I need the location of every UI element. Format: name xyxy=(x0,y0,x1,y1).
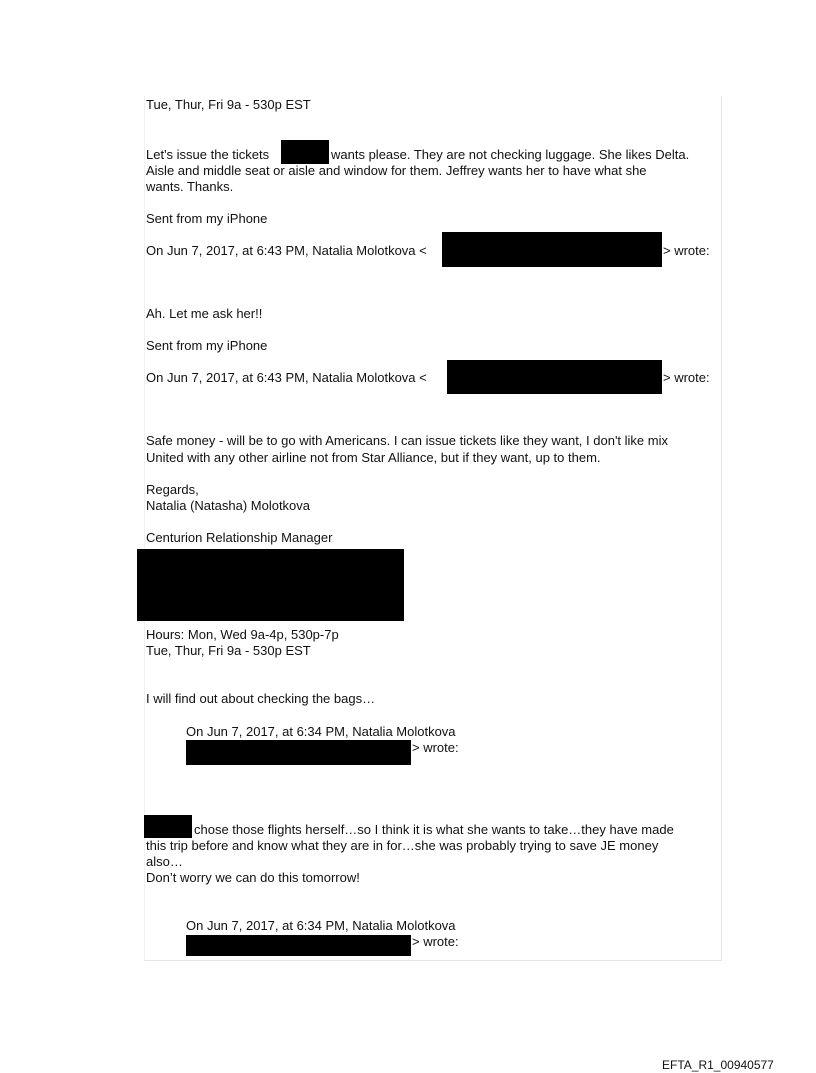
quote-header-2-suffix: > wrote: xyxy=(663,370,710,385)
redaction-block xyxy=(186,740,411,765)
quote-header-4-suffix: > wrote: xyxy=(412,934,459,949)
quote-header-2-prefix: On Jun 7, 2017, at 6:43 PM, Natalia Molotkova < xyxy=(146,370,427,385)
redaction-block xyxy=(186,935,411,956)
quote-header-3-suffix: > wrote: xyxy=(412,740,459,755)
signature-title: Centurion Relationship Manager xyxy=(146,530,333,545)
message-4: I will find out about checking the bags… xyxy=(146,691,376,706)
quote-header-1-prefix: On Jun 7, 2017, at 6:43 PM, Natalia Molotkova < xyxy=(146,243,427,258)
hours-line: Tue, Thur, Fri 9a - 530p EST xyxy=(146,97,311,112)
redaction-block xyxy=(447,360,662,394)
signature-name: Natalia (Natasha) Molotkova xyxy=(146,498,311,513)
message-5-line-3: also… xyxy=(146,854,183,869)
redaction-block xyxy=(144,815,192,838)
message-1-part-b: wants please. They are not checking luggage. She likes Delta. xyxy=(331,147,690,162)
message-3-line-1: Safe money - will be to go with Americans. I can issue tickets like they want, I don't like mix xyxy=(146,433,668,448)
message-5-line-2: this trip before and know what they are in for…she was probably trying to save JE money xyxy=(146,838,659,853)
signature-regards: Regards, xyxy=(146,482,199,497)
document-id: EFTA_R1_00940577 xyxy=(662,1058,774,1072)
redaction-block xyxy=(281,140,329,164)
sent-from-iphone: Sent from my iPhone xyxy=(146,338,268,353)
message-1-line-3: wants. Thanks. xyxy=(146,179,234,194)
message-5-line-1: chose those flights herself…so I think it is what she wants to take…they have made xyxy=(194,822,674,837)
message-1-line-2: Aisle and middle seat or aisle and window for them. Jeffrey wants her to have what she xyxy=(146,163,647,178)
redaction-block xyxy=(442,232,662,267)
signature-hours-1: Hours: Mon, Wed 9a-4p, 530p-7p xyxy=(146,627,339,642)
message-5-line-4: Don’t worry we can do this tomorrow! xyxy=(146,870,360,885)
message-2: Ah. Let me ask her!! xyxy=(146,306,263,321)
signature-hours-2: Tue, Thur, Fri 9a - 530p EST xyxy=(146,643,311,658)
redaction-block xyxy=(137,549,404,621)
message-3-line-2: United with any other airline not from Star Alliance, but if they want, up to them. xyxy=(146,450,601,465)
quote-header-1-suffix: > wrote: xyxy=(663,243,710,258)
quote-header-4-line-1: On Jun 7, 2017, at 6:34 PM, Natalia Molotkova xyxy=(186,918,456,933)
quote-header-3-line-1: On Jun 7, 2017, at 6:34 PM, Natalia Molotkova xyxy=(186,724,456,739)
sent-from-iphone: Sent from my iPhone xyxy=(146,211,268,226)
message-1-part-a: Let's issue the tickets xyxy=(146,147,270,162)
